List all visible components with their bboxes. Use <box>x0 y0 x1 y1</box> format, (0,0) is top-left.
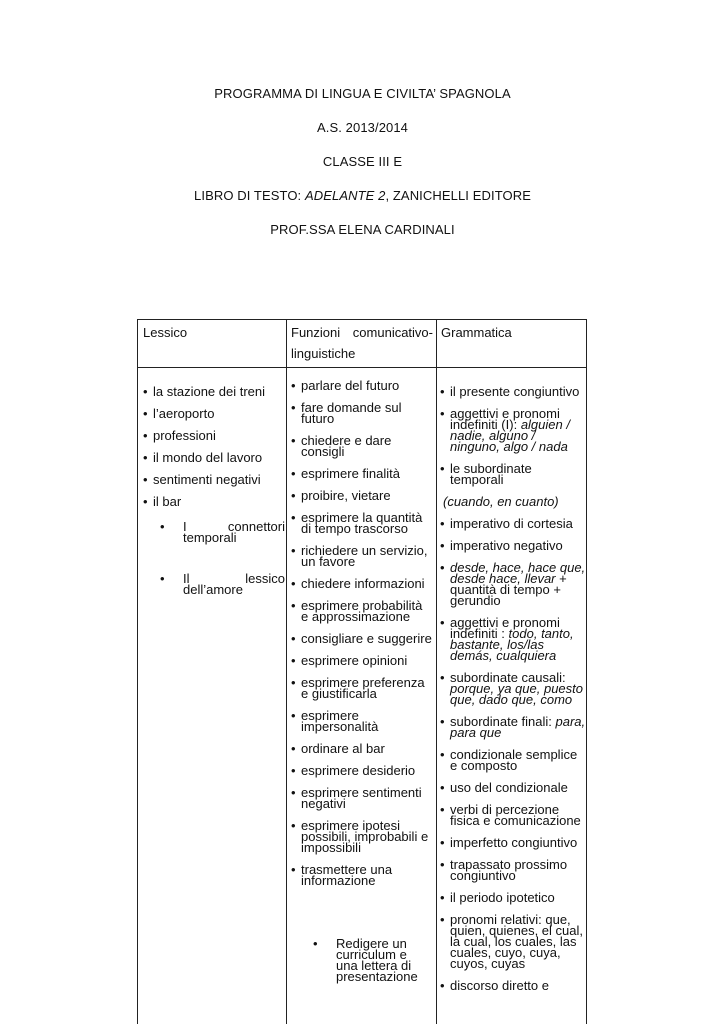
list-item: • esprimere finalità <box>291 468 433 479</box>
list-item: • chiedere e dare consigli <box>291 435 433 457</box>
list-item: • parlare del futuro <box>291 380 433 391</box>
bullet-icon: • <box>160 571 165 586</box>
list-item: • proibire, vietare <box>291 490 433 501</box>
sub-word: I <box>183 519 187 534</box>
list-item: • il presente congiuntivo <box>440 386 586 397</box>
list-item: • esprimere probabilità e approssimazione <box>291 600 433 622</box>
bullet-icon: • <box>313 936 318 951</box>
list-item: • consigliare e suggerire <box>291 633 433 644</box>
sub-word: lessico <box>245 571 285 586</box>
list-item: • il bar <box>143 494 283 516</box>
sub-rest: dell’amore <box>183 582 243 597</box>
list-item: • esprimere la quantità di tempo trascorso <box>291 512 433 534</box>
funzioni-list <box>291 380 433 897</box>
list-item: • chiedere informazioni <box>291 578 433 589</box>
list-item: • il mondo del lavoro <box>143 450 283 472</box>
list-item: • pronomi relativi: que, quien, quienes, el cual, la cual, los cuales, las cuales, cuyo, cuya, cuyos, cuyas <box>440 914 586 969</box>
list-item: • uso del condizionale <box>440 782 586 793</box>
list-item: • trapassato prossimo congiuntivo <box>440 859 586 881</box>
list-item: • desde, hace, hace que, desde hace, llevar + quantità di tempo + gerundio <box>440 562 586 606</box>
list-item: • imperativo di cortesia <box>440 518 586 529</box>
list-item: • professioni <box>143 428 283 450</box>
list-item: • esprimere preferenza e giustificarla <box>291 677 433 699</box>
document-header <box>0 86 725 256</box>
header-row-divider <box>138 367 586 368</box>
teacher-name: PROF.SSA ELENA CARDINALI <box>270 222 455 237</box>
funzioni-sub-text: Redigere un curriculum e una lettera di presentazione <box>336 936 418 984</box>
list-item: • esprimere sentimenti negativi <box>291 787 433 809</box>
list-item: • la stazione dei treni <box>143 384 283 406</box>
column-header-lessico: Lessico <box>143 325 188 340</box>
textbook-prefix: LIBRO DI TESTO: <box>194 188 305 203</box>
sub-word: connettori <box>227 519 285 534</box>
list-item: • verbi di percezione fisica e comunicazione <box>440 804 586 826</box>
list-item: (cuando, en cuanto) <box>443 494 559 509</box>
list-item: • l’aeroporto <box>143 406 283 428</box>
school-year: A.S. 2013/2014 <box>316 120 409 135</box>
grammatica-list <box>440 386 586 1002</box>
textbook-line <box>0 188 725 204</box>
list-item: • fare domande sul futuro <box>291 402 433 424</box>
column-header-funzioni: Funzioni comunicativo-linguistiche <box>291 325 433 361</box>
list-item: • imperfetto congiuntivo <box>440 837 586 848</box>
class-name: CLASSE III E <box>322 154 403 169</box>
column-divider <box>286 320 287 1024</box>
list-item: • subordinate causali: porque, ya que, puesto que, dado que, como <box>440 672 586 705</box>
list-item: • subordinate finali: para, para que <box>440 716 586 738</box>
list-item: • sentimenti negativi <box>143 472 283 494</box>
list-item: • aggettivi e pronomi indefiniti (I): alguien / nadie, alguno / ninguno, algo / nada <box>440 408 586 452</box>
list-item: • richiedere un servizio, un favore <box>291 545 433 567</box>
list-item: • le subordinate temporali <box>440 463 586 485</box>
list-item: • esprimere opinioni <box>291 655 433 666</box>
list-item: • condizionale semplice e composto <box>440 749 586 771</box>
list-item: • trasmettere una informazione <box>291 864 433 886</box>
list-item: • imperativo negativo <box>440 540 586 551</box>
program-title: PROGRAMMA DI LINGUA E CIVILTA’ SPAGNOLA <box>214 86 511 101</box>
textbook-title: ADELANTE 2 <box>304 188 386 203</box>
list-item: • il periodo ipotetico <box>440 892 586 903</box>
bullet-icon: • <box>160 519 165 534</box>
list-item: • ordinare al bar <box>291 743 433 754</box>
sub-rest: temporali <box>183 530 237 545</box>
list-item: • esprimere desiderio <box>291 765 433 776</box>
list-item: • esprimere ipotesi possibili, improbabili e impossibili <box>291 820 433 853</box>
sub-word: Il <box>183 571 190 586</box>
list-item: • esprimere impersonalità <box>291 710 433 732</box>
column-divider <box>436 320 437 1024</box>
list-item: • discorso diretto e <box>440 980 586 991</box>
column-header-grammatica: Grammatica <box>441 325 512 340</box>
program-table <box>137 319 587 1024</box>
textbook-publisher: , ZANICHELLI EDITORE <box>385 188 531 203</box>
list-item: • aggettivi e pronomi indefiniti : todo, tanto, bastante, los/las demás, cualquiera <box>440 617 586 661</box>
lessico-list <box>143 384 283 516</box>
